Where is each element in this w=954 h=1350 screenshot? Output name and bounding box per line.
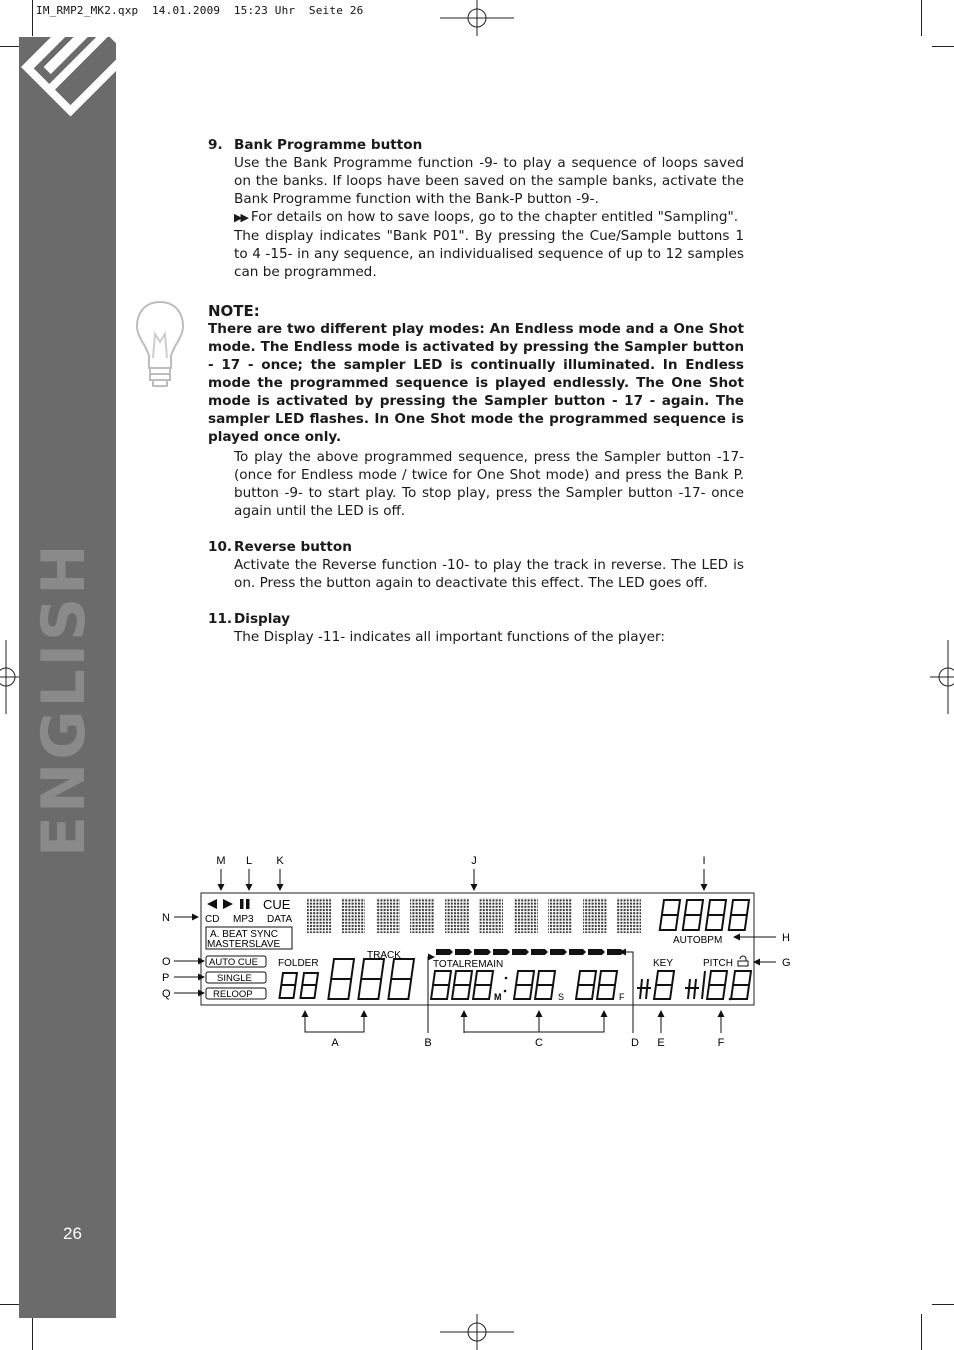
crop-mark bbox=[932, 1304, 954, 1305]
lcd-data: DATA bbox=[267, 914, 293, 925]
callout-h: H bbox=[782, 932, 790, 944]
lcd-total-remain: TOTALREMAIN bbox=[433, 959, 504, 970]
lcd-cd: CD bbox=[205, 914, 220, 925]
crop-mark bbox=[32, 0, 33, 36]
note-block bbox=[208, 302, 744, 446]
lcd-pitch: PITCH bbox=[703, 958, 733, 969]
paragraph: The Display -11- indicates all important functions of the player: bbox=[234, 629, 665, 645]
lcd-autobpm: AUTOBPM bbox=[673, 935, 723, 946]
callout-p: P bbox=[162, 972, 170, 984]
callout-m: M bbox=[216, 855, 226, 867]
lcd-beat-sync: A. BEAT SYNC bbox=[210, 929, 278, 940]
crop-mark bbox=[921, 0, 922, 36]
lcd-unit-s: S bbox=[558, 992, 565, 1002]
callout-b: B bbox=[424, 1037, 432, 1049]
callout-l: L bbox=[245, 855, 253, 867]
callout-c: C bbox=[535, 1037, 543, 1049]
language-label: ENGLISH bbox=[29, 541, 99, 857]
section-heading: 11. Display bbox=[208, 611, 291, 627]
lcd-key: KEY bbox=[653, 958, 674, 969]
lightbulb-icon bbox=[134, 298, 186, 392]
lcd-unit-m: M bbox=[494, 992, 502, 1002]
lcd-single: SINGLE bbox=[217, 973, 252, 984]
section-9 bbox=[208, 136, 744, 281]
note-body: There are two different play modes: An Endless mode and a One Shot mode. The Endless mode is activated by pressing the Sampler button - 17 - once; the sampler LED is continually illuminated. In Endless mode the programmed sequence is played endlessly. The One Shot mode is activated by pressing the Sampler button - 17 - again. The sampler LED flashes. In One Shot mode the programmed sequence is played once only. bbox=[208, 321, 744, 445]
registration-mark-right bbox=[930, 640, 954, 714]
callout-q: Q bbox=[162, 988, 171, 1000]
callout-f: F bbox=[717, 1037, 725, 1049]
section-11 bbox=[208, 610, 744, 646]
callout-j: J bbox=[471, 855, 477, 867]
crop-mark bbox=[921, 1314, 922, 1350]
callout-d: D bbox=[631, 1037, 639, 1049]
callout-i: I bbox=[702, 855, 706, 867]
paragraph: Use the Bank Programme function -9- to play a sequence of loops saved on the banks. If loops have been saved on the sample banks, activate the Bank Programme function with the Bank-P button -9-. bbox=[234, 155, 744, 207]
lcd-unit-f: F bbox=[619, 992, 625, 1002]
display-diagram bbox=[150, 845, 810, 1055]
play-paragraph: To play the above programmed sequence, press the Sampler button -17- (once for Endless mode / twice for One Shot mode) and press the Bank P. button -9- to start play. To stop play, press the Sampler button -17- once again until the LED is off. bbox=[234, 449, 744, 519]
callout-a: A bbox=[331, 1037, 339, 1049]
section-10 bbox=[208, 538, 744, 592]
note-title: NOTE: bbox=[208, 302, 260, 320]
registration-mark-bottom bbox=[440, 1314, 514, 1350]
callout-o: O bbox=[162, 956, 171, 968]
crop-mark bbox=[32, 1314, 33, 1350]
page-number: 26 bbox=[63, 1224, 82, 1243]
lcd-master-slave: MASTERSLAVE bbox=[207, 939, 281, 950]
section-heading: 10. Reverse button bbox=[208, 539, 352, 555]
pause-icon bbox=[240, 899, 244, 909]
section-heading: 9. Bank Programme button bbox=[208, 137, 423, 153]
callout-k: K bbox=[276, 855, 284, 867]
registration-mark-top bbox=[440, 0, 514, 40]
paragraph: Activate the Reverse function -10- to play the track in reverse. The LED is on. Press the button again to deactivate this effect. The LED goes off. bbox=[234, 557, 744, 591]
lcd-cue: CUE bbox=[263, 897, 291, 912]
lcd-reloop: RELOOP bbox=[213, 989, 253, 1000]
lcd-mp3: MP3 bbox=[233, 914, 254, 925]
lcd-auto-cue: AUTO CUE bbox=[209, 957, 258, 968]
fast-forward-icon: ▶▶ bbox=[234, 211, 247, 224]
paragraph: The display indicates "Bank P01". By pressing the Cue/Sample buttons 1 to 4 -15- in any sequence, an individualised sequence of up to 12 samples can be programmed. bbox=[234, 228, 744, 280]
lcd-track: TRACK bbox=[367, 950, 401, 961]
callout-n: N bbox=[162, 912, 170, 924]
callout-e: E bbox=[657, 1037, 665, 1049]
tip-line: ▶▶ For details on how to save loops, go to the chapter entitled "Sampling". bbox=[234, 209, 739, 225]
crop-mark bbox=[932, 46, 954, 47]
brand-logo bbox=[19, 37, 116, 162]
lcd-folder: FOLDER bbox=[278, 958, 319, 969]
callout-g: G bbox=[782, 957, 791, 969]
sidebar bbox=[19, 37, 116, 1318]
print-header: IM_RMP2_MK2.qxp 14.01.2009 15:23 Uhr Seite 26 bbox=[36, 4, 364, 17]
